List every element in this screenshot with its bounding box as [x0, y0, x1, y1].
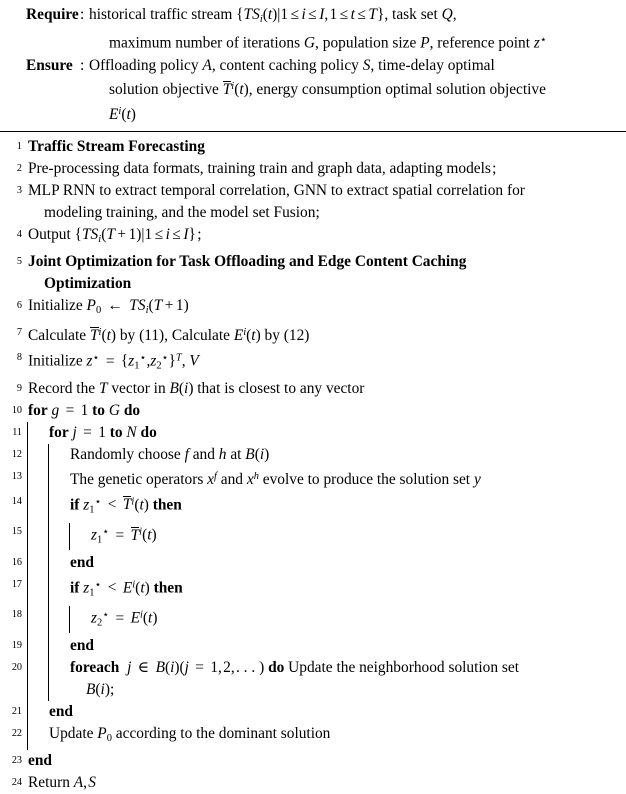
algorithm-line-13 [0, 466, 620, 491]
line-text: Update $P_0$ according to the dominant solution [49, 724, 331, 744]
line-text: Traffic Stream Forecasting [28, 138, 205, 156]
line-number: 6 [16, 300, 22, 312]
line-text: end [70, 636, 94, 654]
line-number: 1 [16, 141, 22, 153]
line-text: Joint Optimization for Task Offloading and Edge Content Caching Optimization [28, 253, 467, 293]
line-text: if $z_1^⋆ < E^i(t)$ then [70, 578, 183, 599]
algorithm-line-16 [0, 552, 620, 574]
indent-guide [26, 444, 47, 466]
line-text: MLP RNN to extract temporal correlation, GNN to extract spatial correlation for modeling training, and the model set Fusion; [28, 182, 525, 222]
indent-guide [47, 521, 68, 552]
indent-guide [47, 466, 68, 491]
indent-guide [26, 657, 47, 701]
algorithm-line-10 [0, 400, 620, 422]
line-text: if $z_1^⋆ < T^i(t)$ then [70, 495, 182, 516]
line-number: 12 [11, 448, 22, 460]
indent-guide [47, 657, 68, 701]
indent-guide [47, 444, 68, 466]
line-number: 11 [12, 426, 22, 438]
algorithm-line-20 [0, 657, 620, 701]
indent-guide [26, 635, 47, 657]
algorithm-line-9 [0, 378, 620, 400]
ensure-label: Ensure [26, 56, 73, 74]
line-text: for j = 1 to N do [49, 423, 157, 441]
indent-guide [26, 574, 47, 605]
line-number: 9 [16, 382, 22, 394]
algorithm-line-11 [0, 422, 620, 444]
require-label: Require [26, 6, 79, 23]
algorithm-line-22 [0, 723, 620, 750]
algorithm-line-6 [0, 295, 620, 322]
line-number: 10 [11, 404, 22, 416]
line-number: 13 [11, 470, 22, 482]
indent-guide [47, 604, 68, 635]
algorithm-line-14 [0, 491, 620, 522]
algorithm-line-23 [0, 750, 620, 772]
indent-guide [47, 635, 68, 657]
line-text: for g = 1 to G do [28, 401, 141, 419]
algorithm-line-15 [0, 521, 620, 552]
ensure-text-line2: solution objective $T^i(t)$, energy consumption optimal solution objective [109, 81, 546, 99]
line-number: 15 [11, 526, 22, 538]
algorithm-line-3 [0, 180, 620, 224]
indent-guide [47, 552, 68, 574]
line-text: Return A, S [28, 773, 96, 791]
algorithm-line-5 [0, 251, 620, 295]
algorithm-line-18 [0, 604, 620, 635]
algorithm-line-19 [0, 635, 620, 657]
line-text: Initialize $z^⋆ = \{z_1^⋆,z_2^⋆\}^T$, V [28, 351, 199, 372]
algorithm-line-4 [0, 224, 620, 251]
line-text: end [70, 553, 94, 571]
line-number: 8 [16, 351, 22, 363]
line-number: 22 [11, 727, 22, 739]
indent-guide [26, 422, 47, 444]
algorithm-line-2 [0, 158, 620, 180]
indent-guide [47, 491, 68, 522]
indent-guide [26, 552, 47, 574]
indent-guide [26, 604, 47, 635]
line-text: Output $\{TS_i(T + 1)|1 \le i \le I\}$ ; [28, 226, 202, 246]
algorithm-line-1 [0, 136, 620, 158]
algorithm-steps [0, 134, 626, 794]
indent-guide [68, 521, 89, 552]
line-number: 14 [11, 495, 22, 507]
indent-guide [26, 723, 47, 750]
line-text: end [28, 751, 52, 769]
algorithm-line-7 [0, 322, 620, 347]
line-text: Randomly choose f and h at B(i) [70, 445, 270, 463]
ensure-colon: : [80, 56, 85, 74]
algorithm-header [0, 0, 626, 128]
line-number: 2 [16, 163, 22, 175]
line-text: end [49, 702, 73, 720]
line-text: foreach j ∈ B(i)(j = 1, 2, . . . ) do Update the neighborhood solution set B(i); [70, 658, 519, 698]
line-number: 7 [16, 326, 22, 338]
line-number: 3 [16, 185, 22, 197]
line-number: 24 [11, 776, 22, 788]
require-text-line2: maximum number of iterations G, population size P, reference point z⋆ [109, 34, 547, 53]
ensure-text-line1: Offloading policy A, content caching policy S, time-delay optimal [89, 56, 495, 74]
algorithm-line-12 [0, 444, 620, 466]
line-text: The genetic operators $x^f$ and $x^h$ evolve to produce the solution set y [70, 470, 481, 488]
ensure-row [6, 55, 620, 77]
algorithm-line-17 [0, 574, 620, 605]
line-text: $z_1^⋆ = T^i(t)$ [91, 526, 157, 546]
indent-guide [26, 521, 47, 552]
require-row [6, 4, 620, 30]
line-number: 21 [11, 705, 22, 717]
line-text: Calculate $T^i(t)$ by (11), Calculate $E^i(t)$ by (12) [28, 326, 310, 344]
line-text: $z_2^⋆ = E^i(t)$ [91, 609, 158, 629]
line-text: Record the T vector in B(i) that is closest to any vector [28, 379, 365, 397]
indent-guide [68, 604, 89, 635]
algorithm-line-8 [0, 347, 620, 378]
algorithm-line-24 [0, 772, 620, 794]
line-text: Pre-processing data formats, training train and graph data, adapting models ; [28, 160, 497, 178]
line-number: 18 [11, 609, 22, 621]
line-number: 4 [16, 229, 22, 241]
ensure-text-line3: $E^i(t)$ [109, 105, 136, 123]
line-number: 17 [11, 578, 22, 590]
require-text-line1: historical traffic stream {$TS_i(t)|1 \le i \le I$, 1 ≤ t ≤ T}, task set Q, [89, 6, 457, 25]
indent-guide [26, 701, 47, 723]
line-text: Initialize $P_0$ ← $TS_i(T + 1)$ [28, 297, 189, 316]
indent-guide [26, 491, 47, 522]
algorithm-line-21 [0, 701, 620, 723]
line-number: 5 [16, 256, 22, 268]
indent-guide [26, 466, 47, 491]
line-number: 19 [11, 639, 22, 651]
require-colon: : [80, 6, 85, 23]
line-number: 20 [11, 661, 22, 673]
indent-guide [47, 574, 68, 605]
line-number: 23 [11, 754, 22, 766]
header-divider [0, 131, 626, 132]
line-number: 16 [11, 556, 22, 568]
